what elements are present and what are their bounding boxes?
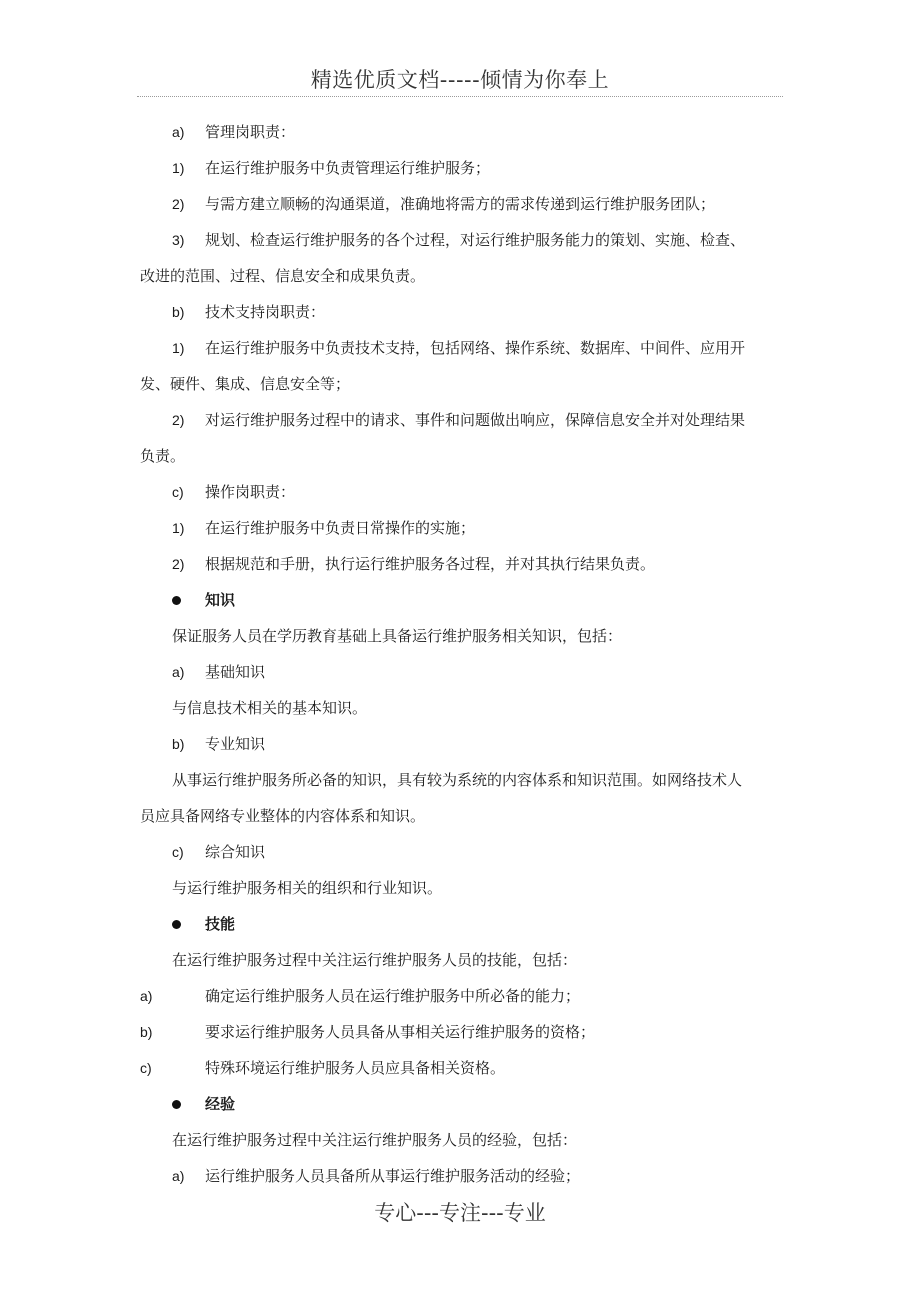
section-heading: 经验	[205, 1095, 236, 1113]
list-marker: a)	[172, 664, 185, 680]
paragraph-line: 确定运行维护服务人员在运行维护服务中所必备的能力；	[205, 987, 581, 1005]
paragraph-line: 负责。	[140, 447, 186, 465]
paragraph-line: 与运行维护服务相关的组织和行业知识。	[172, 879, 443, 897]
page-footer: 专心---专注---专业	[374, 1201, 546, 1225]
list-marker: a)	[172, 1168, 185, 1184]
paragraph-line: 员应具备网络专业整体的内容体系和知识。	[140, 807, 426, 825]
bullet-icon	[172, 1100, 181, 1109]
list-marker: c)	[140, 1060, 152, 1076]
bullet-icon	[172, 596, 181, 605]
paragraph-line: 专业知识	[205, 735, 266, 753]
paragraph-line: 运行维护服务人员具备所从事运行维护服务活动的经验；	[205, 1167, 581, 1185]
paragraph-line: 与信息技术相关的基本知识。	[172, 699, 368, 717]
list-marker: c)	[172, 844, 184, 860]
paragraph-line: 操作岗职责：	[205, 483, 296, 501]
page-header: 精选优质文档-----倾情为你奉上	[310, 68, 610, 92]
paragraph-line: 管理岗职责：	[205, 123, 296, 141]
paragraph-line: 改进的范围、过程、信息安全和成果负责。	[140, 267, 426, 285]
list-marker: a)	[140, 988, 153, 1004]
paragraph-line: 要求运行维护服务人员具备从事相关运行维护服务的资格；	[205, 1023, 596, 1041]
paragraph-line: 根据规范和手册，执行运行维护服务各过程，并对其执行结果负责。	[205, 555, 656, 573]
paragraph-line: 在运行维护服务中负责技术支持，包括网络、操作系统、数据库、中间件、应用开	[205, 339, 746, 357]
list-marker: 2)	[172, 412, 185, 428]
list-marker: c)	[172, 484, 184, 500]
section-heading: 知识	[205, 591, 236, 609]
list-marker: b)	[172, 304, 185, 320]
list-marker: a)	[172, 124, 185, 140]
paragraph-line: 特殊环境运行维护服务人员应具备相关资格。	[205, 1059, 506, 1077]
section-heading: 技能	[205, 915, 236, 933]
list-marker: 2)	[172, 196, 185, 212]
paragraph-line: 对运行维护服务过程中的请求、事件和问题做出响应，保障信息安全并对处理结果	[205, 411, 746, 429]
bullet-icon	[172, 920, 181, 929]
paragraph-line: 从事运行维护服务所必备的知识，具有较为系统的内容体系和知识范围。如网络技术人	[172, 771, 743, 789]
list-marker: 1)	[172, 340, 185, 356]
paragraph-line: 发、硬件、集成、信息安全等；	[140, 375, 351, 393]
paragraph-line: 在运行维护服务中负责日常操作的实施；	[205, 519, 476, 537]
list-marker: b)	[140, 1024, 153, 1040]
list-marker: 1)	[172, 160, 185, 176]
paragraph-line: 在运行维护服务过程中关注运行维护服务人员的经验，包括：	[172, 1131, 578, 1149]
header-divider	[137, 96, 783, 97]
list-marker: b)	[172, 736, 185, 752]
list-marker: 3)	[172, 232, 185, 248]
paragraph-line: 在运行维护服务中负责管理运行维护服务；	[205, 159, 491, 177]
paragraph-line: 在运行维护服务过程中关注运行维护服务人员的技能，包括：	[172, 951, 578, 969]
paragraph-line: 与需方建立顺畅的沟通渠道，准确地将需方的需求传递到运行维护服务团队；	[205, 195, 716, 213]
paragraph-line: 综合知识	[205, 843, 266, 861]
list-marker: 2)	[172, 556, 185, 572]
paragraph-line: 规划、检查运行维护服务的各个过程，对运行维护服务能力的策划、实施、检查、	[205, 231, 746, 249]
paragraph-line: 保证服务人员在学历教育基础上具备运行维护服务相关知识，包括：	[172, 627, 623, 645]
paragraph-line: 技术支持岗职责：	[205, 303, 326, 321]
paragraph-line: 基础知识	[205, 663, 266, 681]
list-marker: 1)	[172, 520, 185, 536]
